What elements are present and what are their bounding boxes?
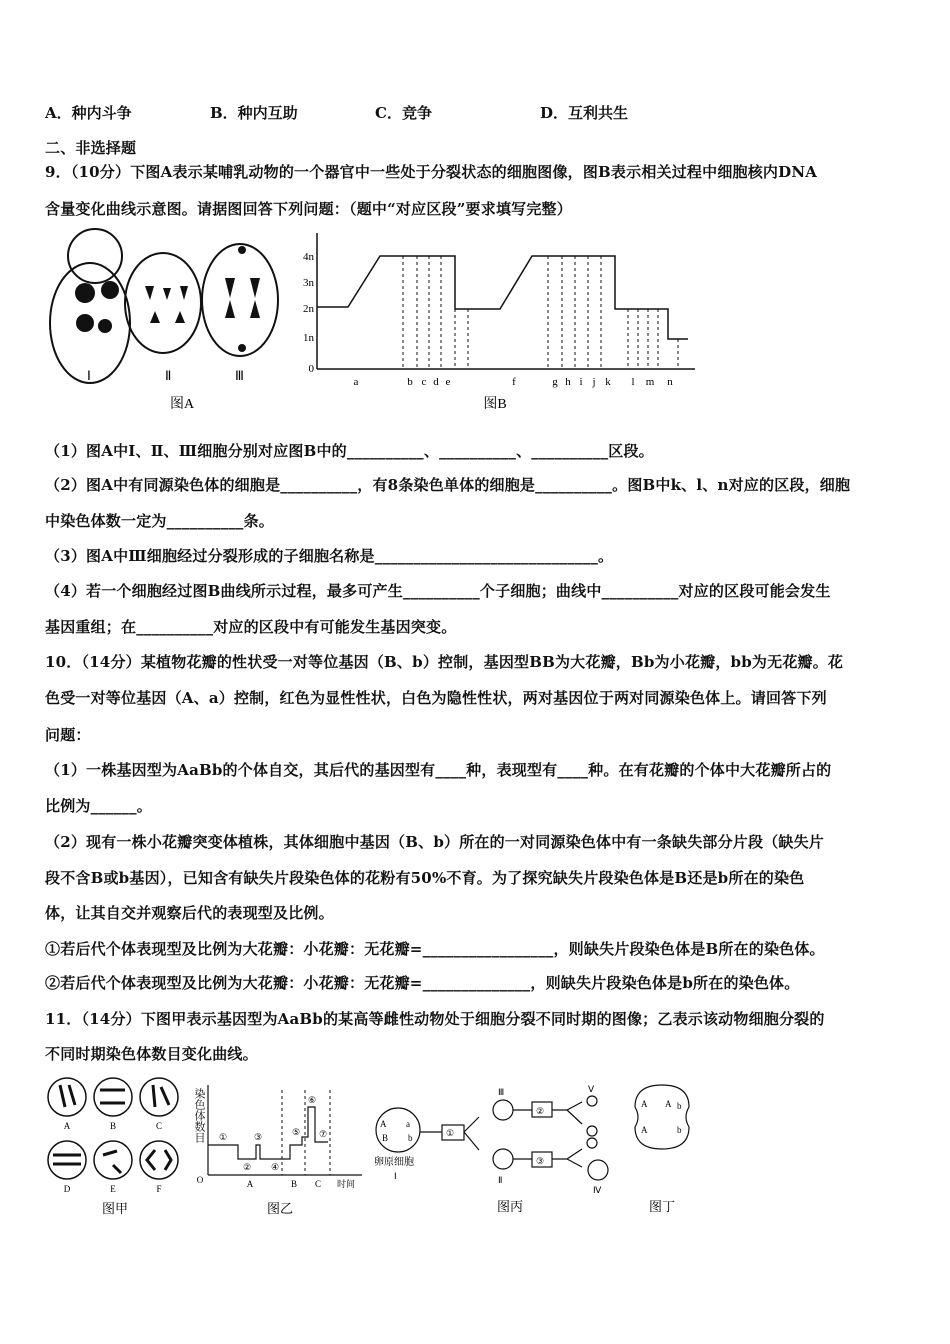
label-cell-2: Ⅱ	[165, 368, 172, 383]
x-label: i	[579, 376, 583, 388]
q10-line: ①若后代个体表现型及比例为大花瓣：小花瓣：无花瓣=_________________，则缺失片段染色体是B所在的染色体。	[45, 940, 825, 958]
label-cell-3: Ⅲ	[235, 368, 244, 383]
q9-sub: 中染色体数一定为__________条。	[45, 512, 275, 530]
gene-label: b	[677, 1125, 682, 1135]
figure-b-dna-chart	[290, 228, 700, 418]
cell-name: 卵原细胞	[374, 1157, 414, 1168]
y-tick: 0	[308, 363, 314, 375]
stage-mark: ⑤	[291, 1127, 301, 1137]
cell-number: Ⅴ	[588, 1084, 595, 1094]
cell-label: A	[63, 1121, 71, 1131]
y-tick: 4n	[303, 251, 314, 263]
gene-label: b	[408, 1133, 413, 1143]
q9-sub: （4）若一个细胞经过图B曲线所示过程，最多可产生__________个子细胞；曲线中__________对应的区段可能会发生	[45, 582, 831, 600]
gene-label: A	[641, 1125, 648, 1135]
x-label: j	[592, 376, 596, 388]
cell-label: C	[155, 1121, 163, 1131]
cell-number: Ⅱ	[498, 1175, 503, 1185]
figure-a	[45, 228, 285, 418]
section-heading: 二、非选择题	[45, 139, 137, 157]
stage-mark: ②	[242, 1162, 252, 1172]
q11-line: 不同时期染色体数目变化曲线。	[45, 1045, 258, 1063]
q11-line: 11．（14分）下图甲表示基因型为AaBb的某高等雌性动物处于细胞分裂不同时期的图像；乙表示该动物细胞分裂的	[45, 1010, 825, 1028]
q9-sub: （2）图A中有同源染色体的细胞是__________，有8条染色单体的细胞是__________。图B中k、l、n对应的区段，细胞	[45, 476, 851, 494]
q10-line: 10．（14分）某植物花瓣的性状受一对等位基因（B、b）控制，基因型BB为大花瓣，Bb为小花瓣，bb为无花瓣。花	[45, 653, 844, 671]
gene-label: b	[677, 1101, 682, 1111]
option-a: A．种内斗争	[45, 104, 132, 122]
figure-bing-diagram	[370, 1075, 620, 1220]
option-d: D．互利共生	[540, 104, 629, 122]
gene-label: A	[665, 1099, 672, 1109]
q10-line: 体，让其自交并观察后代的表现型及比例。	[45, 904, 334, 922]
gene-label: B	[382, 1133, 389, 1143]
q10-line: 色受一对等位基因（A、a）控制，红色为显性性状，白色为隐性性状，两对基因位于两对同源染色体上。请回答下列	[45, 689, 827, 707]
x-label: a	[353, 376, 359, 388]
cell-label: F	[156, 1184, 162, 1194]
figure-ding	[625, 1075, 700, 1220]
gene-label: A	[641, 1099, 648, 1109]
q9-sub: （1）图A中Ⅰ、Ⅱ、Ⅲ细胞分别对应图B中的__________、__________、__________区段。	[45, 442, 654, 460]
cell-label: E	[110, 1184, 116, 1194]
y-tick: 1n	[303, 332, 314, 344]
figure-ding-caption: 图丁	[648, 1199, 676, 1214]
q9-sub: （3）图A中Ⅲ细胞经过分裂形成的子细胞名称是_____________________________。	[45, 547, 614, 565]
gene-label: A	[380, 1119, 387, 1129]
figure-bing-caption: 图丙	[496, 1199, 524, 1214]
cell-label: D	[63, 1184, 71, 1194]
y-axis-label: 染色体数目	[193, 1088, 206, 1143]
cell-number: Ⅳ	[593, 1185, 602, 1195]
x-label: l	[631, 376, 635, 388]
x-label: c	[421, 376, 427, 388]
figure-jia-caption: 图甲	[101, 1201, 129, 1216]
option-b: B．种内互助	[210, 104, 298, 122]
label-cell-1: Ⅰ	[87, 368, 91, 383]
figure-yi-chart	[190, 1075, 370, 1220]
x-label: e	[445, 376, 451, 388]
q9-line: 含量变化曲线示意图。请据图回答下列问题：（题中“对应区段”要求填写完整）	[45, 200, 572, 218]
x-label: B	[290, 1179, 298, 1189]
x-axis-label: 时间	[336, 1179, 356, 1189]
option-c: C．竞争	[375, 104, 432, 122]
x-label: A	[246, 1179, 254, 1189]
y-tick: 2n	[303, 303, 314, 315]
gene-label: a	[406, 1119, 410, 1129]
figure-a-caption: 图A	[170, 397, 195, 412]
x-label: g	[552, 376, 558, 388]
figure-yi-caption: 图乙	[266, 1201, 294, 1216]
step-mark: ②	[536, 1106, 545, 1116]
x-label: b	[407, 376, 413, 388]
q10-line: 比例为______。	[45, 797, 153, 815]
x-label: C	[314, 1179, 322, 1189]
stage-mark: ①	[218, 1132, 228, 1142]
q10-line: 段不含B或b基因），已知含有缺失片段染色体的花粉有50%不育。为了探究缺失片段染色体是B还是b所在的染色	[45, 869, 805, 887]
stage-mark: ③	[253, 1132, 263, 1142]
stage-mark: ⑥	[307, 1095, 317, 1105]
origin-label: O	[196, 1175, 204, 1185]
step-mark: ①	[446, 1128, 455, 1138]
q10-line: ②若后代个体表现型及比例为大花瓣：小花瓣：无花瓣=______________，则缺失片段染色体是b所在的染色体。	[45, 974, 800, 992]
q9-sub: 基因重组；在__________对应的区段中有可能发生基因突变。	[45, 618, 457, 636]
y-tick: 3n	[303, 277, 314, 289]
x-label: n	[667, 376, 673, 388]
stage-mark: ⑦	[318, 1129, 328, 1139]
x-label: f	[512, 376, 516, 388]
cell-label: B	[109, 1121, 117, 1131]
x-label: h	[565, 376, 571, 388]
stage-mark: ④	[270, 1162, 280, 1172]
q10-line: （2）现有一株小花瓣突变体植株，其体细胞中基因（B、b）所在的一对同源染色体中有一条缺失部分片段（缺失片	[45, 833, 825, 851]
x-label: k	[605, 376, 611, 388]
cell-number: Ⅰ	[394, 1171, 397, 1181]
q10-line: 问题：	[45, 726, 91, 744]
figure-jia	[45, 1075, 185, 1220]
q10-line: （1）一株基因型为AaBb的个体自交，其后代的基因型有____种，表现型有____种。在有花瓣的个体中大花瓣所占的	[45, 761, 832, 779]
x-label: m	[645, 376, 655, 388]
q9-line: 9．（10分）下图A表示某哺乳动物的一个器官中一些处于分裂状态的细胞图像，图B表示相关过程中细胞核内DNA	[45, 163, 818, 181]
cell-number: Ⅲ	[498, 1087, 505, 1097]
x-label: d	[433, 376, 439, 388]
figure-b-caption: 图B	[483, 397, 507, 412]
step-mark: ③	[536, 1156, 545, 1166]
